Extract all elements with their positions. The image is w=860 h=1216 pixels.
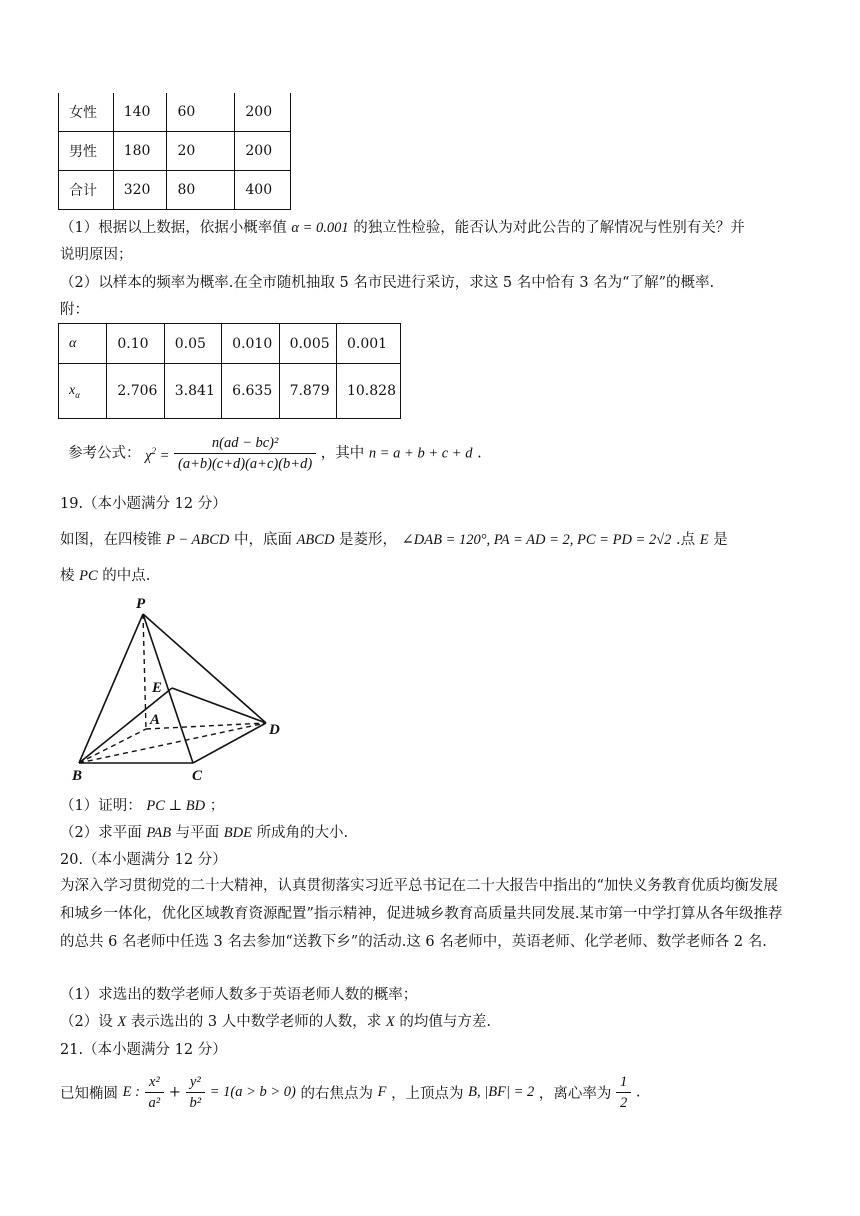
superscript: 2 — [151, 446, 156, 457]
q19-part1 — [60, 796, 224, 816]
label-C: C — [192, 768, 203, 784]
text: 表示选出的 3 人中数学老师的人数，求 — [130, 1014, 382, 1030]
text: ； — [209, 798, 225, 814]
critical-value-table — [58, 323, 401, 419]
text: 是 — [713, 532, 728, 548]
table-cell: 10.828 — [336, 364, 400, 419]
math-inline: PC — [79, 568, 98, 584]
math-inline: F — [377, 1084, 387, 1100]
survey-table — [58, 93, 291, 210]
label-E: E — [152, 680, 163, 696]
text: . — [477, 445, 482, 462]
table-cell: 180 — [113, 132, 167, 171]
math-inline: = 1(a > b > 0) — [209, 1084, 296, 1100]
table-cell: 7.879 — [279, 364, 336, 419]
fraction-eccentricity — [616, 1072, 631, 1113]
fraction-denominator: 2 — [619, 1095, 628, 1111]
table-row — [59, 364, 401, 419]
table-cell: 男性 — [59, 132, 114, 171]
edge-CD — [193, 723, 266, 763]
math-inline: PAB — [146, 825, 172, 841]
table-cell: 3.841 — [164, 364, 221, 419]
q18-part2: （2）以样本的频率为概率.在全市随机抽取 5 名市民进行采访，求这 5 名中恰有 3 名为“了解”的概率. — [60, 275, 715, 291]
fraction-x — [145, 1072, 165, 1113]
text: （2）设 — [60, 1014, 113, 1030]
q19-text-line2 — [60, 566, 150, 586]
q18-part1-line2: 说明原因； — [60, 247, 133, 263]
edge-PB — [79, 614, 143, 763]
plus-sign: + — [168, 1084, 181, 1101]
fraction-denominator: b² — [189, 1095, 202, 1111]
q20-part2 — [60, 1012, 491, 1032]
table-cell: 合计 — [59, 171, 114, 210]
table-cell: 400 — [235, 171, 291, 210]
text: .点 — [676, 532, 696, 548]
formula-label: 参考公式： — [68, 445, 141, 462]
fraction-numerator: x² — [145, 1072, 165, 1093]
fraction-denominator: a² — [148, 1095, 161, 1111]
text: 已知椭圆 — [60, 1086, 118, 1102]
math-inline: α = 0.001 — [291, 220, 349, 236]
text: 中，底面 — [233, 532, 292, 548]
table-cell: 20 — [167, 132, 235, 171]
label-A: A — [150, 712, 161, 728]
fraction-numerator: n(ad − bc)² — [174, 433, 316, 454]
table-cell: 200 — [235, 132, 291, 171]
table-cell: 女性 — [59, 93, 114, 132]
subscript: α — [75, 389, 80, 400]
edge-ED — [172, 688, 266, 723]
text: 的均值与方差. — [399, 1014, 491, 1030]
chi: χ — [145, 447, 152, 464]
table-cell: 0.010 — [222, 324, 279, 364]
table-row — [59, 324, 401, 364]
math-inline: ∠DAB = 120°, PA = AD = 2, PC = PD = 2√2 — [401, 532, 672, 548]
edge-BD-hidden — [79, 723, 266, 763]
text: 是菱形， — [339, 532, 398, 548]
table-row — [59, 132, 291, 171]
math-inline: P − ABCD — [166, 532, 230, 548]
math-inline: PC ⊥ BD — [146, 798, 206, 814]
table-cell: 6.635 — [222, 364, 279, 419]
text: 如图，在四棱锥 — [60, 532, 162, 548]
fraction-numerator: 1 — [616, 1072, 631, 1093]
q21-statement — [60, 1072, 640, 1113]
table-row — [59, 93, 291, 132]
math-inline: ABCD — [296, 532, 335, 548]
table-cell: 60 — [167, 93, 235, 132]
table-cell: 200 — [235, 93, 291, 132]
math-inline: BDE — [223, 825, 252, 841]
table-row — [59, 171, 291, 210]
math-inline: E — [699, 532, 709, 548]
table-cell: 80 — [167, 171, 235, 210]
table-cell: 0.001 — [336, 324, 400, 364]
text: ，其中 — [320, 445, 365, 462]
math-inline: n = a + b + c + d — [368, 445, 473, 462]
text: . — [635, 1084, 641, 1101]
text: （1）根据以上数据，依据小概率值 — [60, 220, 287, 236]
text: 所成角的大小. — [256, 825, 349, 841]
q20-part1: （1）求选出的数学老师人数多于英语老师人数的概率； — [60, 987, 418, 1003]
text: 的独立性检验，能否认为对此公告的了解情况与性别有关？并 — [353, 220, 745, 236]
edge-AD-hidden — [146, 723, 266, 729]
q20-paragraph: 为深入学习贯彻党的二十大精神，认真贯彻落实习近平总书记在二十大报告中指出的“加快义务教育优质均衡发展和城乡一体化，优化区域教育资源配置”指示精神，促进城乡教育高质量共同发展.某市第一中学打算从各年级推荐的总共 6 名老师中任选 3 名去参加“送教下乡”的活动.这 6 名老师中，英语老师、化学老师、数学老师各 2 名. — [60, 878, 783, 950]
text: 的中点. — [102, 568, 151, 584]
table-cell: 0.005 — [279, 324, 336, 364]
q19-title: 19.（本小题满分 12 分） — [60, 496, 227, 512]
x-symbol: x — [69, 383, 76, 399]
label-B: B — [72, 768, 83, 784]
q19-text-line1 — [60, 530, 728, 550]
q18-part1-line1 — [60, 218, 745, 238]
text: 的右焦点为 — [300, 1086, 373, 1102]
math-inline: E : — [122, 1084, 140, 1100]
edge-BA-hidden — [79, 729, 146, 763]
chi-symbol: $\chi^2$ = — [145, 446, 170, 464]
table-cell: 0.05 — [164, 324, 221, 364]
appendix-label: 附： — [60, 302, 89, 318]
table-cell: α — [59, 324, 107, 364]
text: （2）求平面 — [60, 825, 142, 841]
table-cell: 140 — [113, 93, 167, 132]
q21-title: 21.（本小题满分 12 分） — [60, 1042, 227, 1058]
text: 棱 — [60, 568, 75, 584]
q20-title: 20.（本小题满分 12 分） — [60, 852, 227, 868]
table-cell: 320 — [113, 171, 167, 210]
formula-fraction — [174, 433, 316, 474]
math-inline: X — [385, 1014, 395, 1030]
text: 与平面 — [175, 825, 220, 841]
text: ，上顶点为 — [391, 1086, 464, 1102]
math-inline: X — [117, 1014, 127, 1030]
label-P: P — [136, 596, 146, 612]
table-cell: 2.706 — [107, 364, 164, 419]
math-inline: B, |BF| = 2 — [468, 1084, 535, 1100]
q19-part2 — [60, 823, 348, 843]
reference-formula — [68, 433, 482, 474]
fraction-numerator: y² — [186, 1072, 206, 1093]
table-cell: 0.10 — [107, 324, 164, 364]
pyramid-figure — [66, 592, 296, 792]
fraction-denominator: (a+b)(c+d)(a+c)(b+d) — [178, 456, 313, 472]
fraction-y — [186, 1072, 206, 1113]
label-D: D — [269, 722, 280, 738]
text: ，离心率为 — [538, 1086, 612, 1102]
table-cell — [59, 364, 107, 419]
text: （1）证明： — [60, 798, 142, 814]
